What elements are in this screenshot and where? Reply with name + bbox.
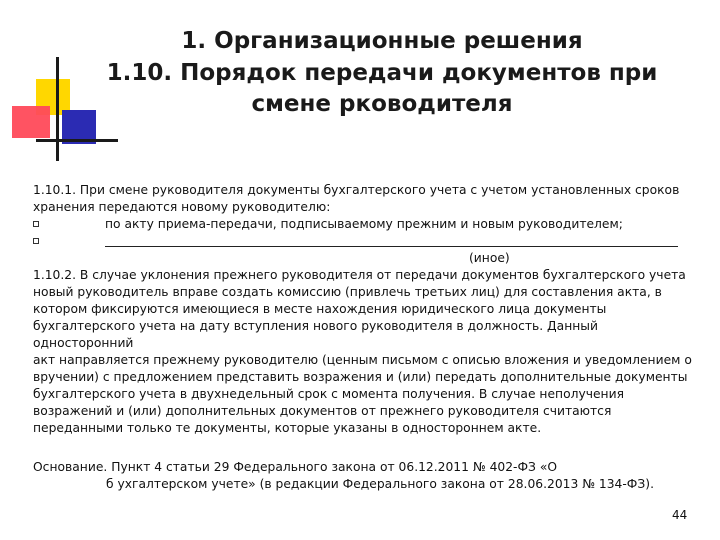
slide-body [33, 182, 698, 437]
legal-basis-line-2: б ухгалтерском учете» (в редакции Федерального закона от 28.06.2013 № 134-ФЗ). [106, 477, 654, 491]
section-2-line: бухгалтерского учета на дату вступления нового руководителя в должность. Данный односторонний [33, 319, 598, 350]
bullet-item-2 [33, 233, 698, 250]
section-1-intro-line-1: 1.10.1. При смене руководителя документы бухгалтерского учета с учетом установленных сроков [33, 183, 680, 197]
title-line-2: 1.10. Порядок передачи документов при [106, 59, 658, 86]
bullet-item-2-note: (иное) [469, 251, 510, 265]
section-1-intro [33, 182, 698, 216]
section-2-line: акт направляется прежнему руководителю (ценным письмом с описью вложения и уведомлением о [33, 353, 692, 367]
bullet-item-1-text: по акту приема-передачи, подписываемому прежним и новым руководителем; [105, 217, 623, 231]
section-2-line: вручении) с предложением представить возражения и (или) передать дополнительные документы [33, 370, 688, 384]
section-2-line: 1.10.2. В случае уклонения прежнего руководителя от передачи документов бухгалтерского учета [33, 268, 686, 282]
decor-red-square [12, 106, 50, 138]
legal-basis [33, 459, 698, 493]
bullet-item-1 [33, 216, 698, 233]
section-2-line: бухгалтерского учета в двухнедельный срок с момента получения. В случае неполучения [33, 387, 624, 401]
legal-basis-line-1: Основание. Пункт 4 статьи 29 Федерального закона от 06.12.2011 № 402-ФЗ «О [33, 460, 558, 474]
square-bullet-icon [33, 221, 39, 227]
blank-fill-line [105, 246, 678, 247]
section-2 [33, 267, 698, 437]
decor-vertical-line [56, 57, 59, 161]
section-1-intro-line-2: хранения передаются новому руководителю: [33, 200, 331, 214]
page-number: 44 [672, 508, 688, 522]
title-line-1: 1. Организационные решения [181, 28, 583, 54]
section-2-line: котором фиксируются имеющиеся в месте нахождения юридического лица документы [33, 302, 607, 316]
title-line-3: смене рководителя [251, 91, 513, 117]
section-2-line: переданными только те документы, которые указаны в одностороннем акте. [33, 421, 542, 435]
section-2-line: новый руководитель вправе создать комиссию (привлечь третьих лиц) для составления акта, в [33, 285, 662, 299]
section-2-line: возражений и (или) дополнительных документов от прежнего руководителя считаются [33, 404, 612, 418]
slide-title [64, 26, 700, 121]
decor-horizontal-line [36, 139, 118, 142]
square-bullet-icon [33, 238, 39, 244]
